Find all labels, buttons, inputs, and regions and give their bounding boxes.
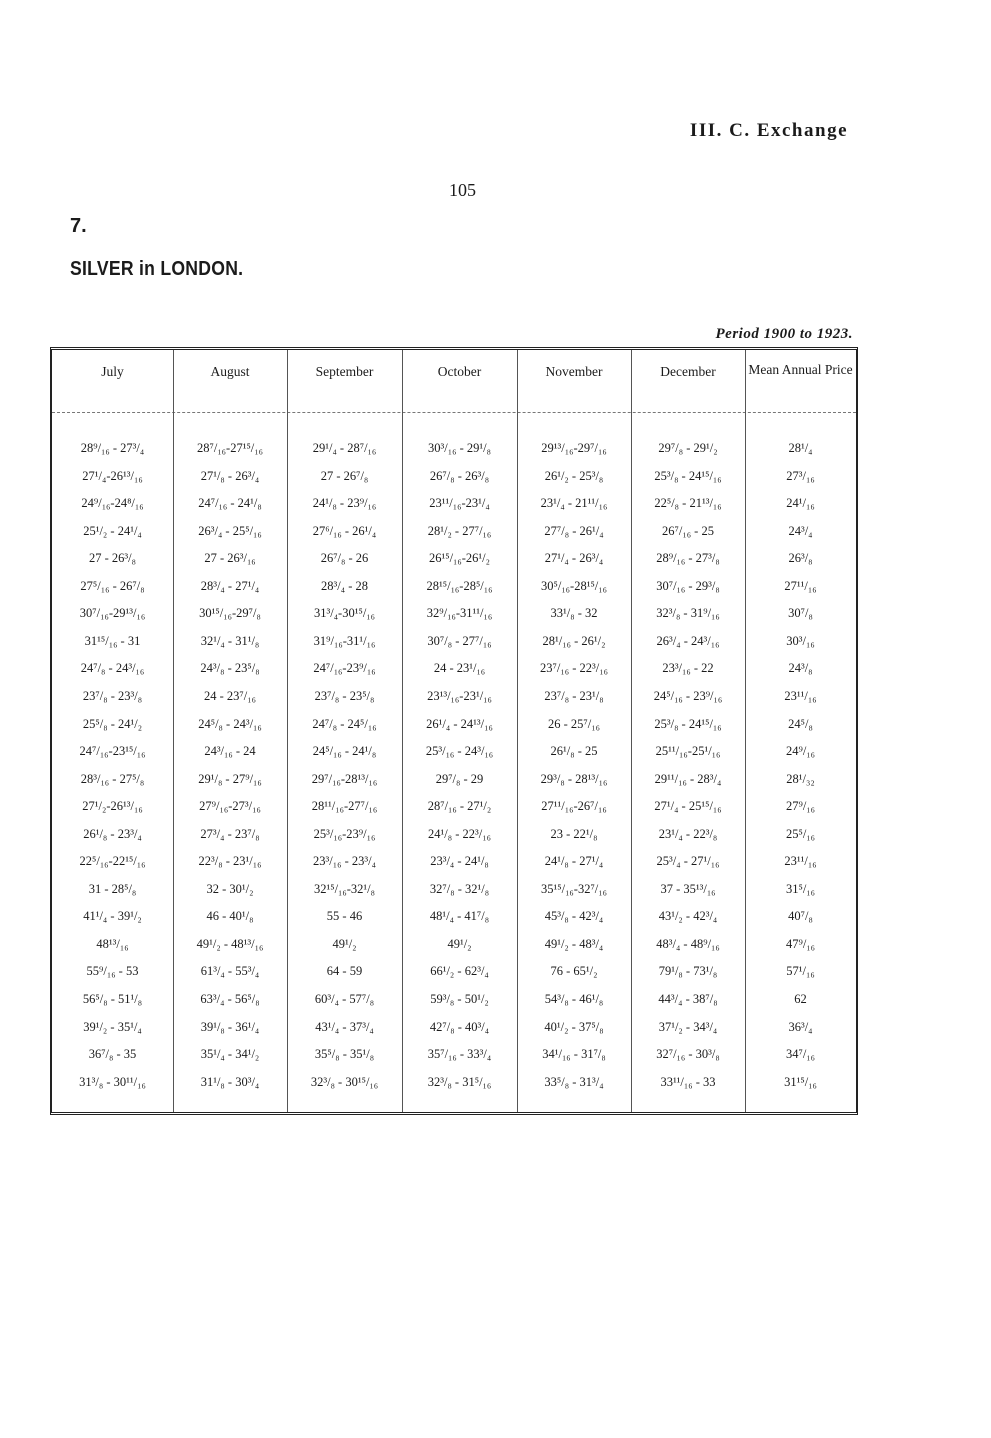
table-cell: 28¹⁵/₁₆-28⁵/₁₆ — [426, 578, 493, 593]
column-divider — [402, 350, 403, 1112]
table-cell: 76 - 65¹/₂ — [550, 964, 598, 979]
table-cell: 31¹/₈ - 30³/₄ — [200, 1074, 260, 1089]
table-cell: 23¹/₄ - 21¹¹/₁₆ — [540, 496, 608, 511]
table-cell: 27³/₄ - 23⁷/₈ — [200, 826, 260, 841]
table-cell: 60³/₄ - 57⁷/₈ — [314, 992, 375, 1006]
table-cell: 37 - 35¹³/₁₆ — [660, 881, 716, 896]
table-cell: 33¹/₈ - 32 — [550, 606, 598, 621]
table-cell: 26³/₄ - 25⁵/₁₆ — [198, 523, 262, 538]
table-cell: 24¹/₈ - 23⁹/₁₆ — [312, 496, 377, 511]
table-cell: 35¹/₄ - 34¹/₂ — [200, 1047, 260, 1062]
table-cell: 24¹/₁₆ — [786, 496, 815, 511]
table-cell: 31³/₄-30¹⁵/₁₆ — [313, 606, 376, 621]
table-cell: 49¹/₂ - 48³/₄ — [544, 936, 604, 951]
table-cell: 27⁷/₈ - 26¹/₄ — [544, 523, 604, 538]
table-cell: 30⁷/₈ — [788, 606, 813, 621]
table-cell: 24⁷/₁₆-23¹⁵/₁₆ — [79, 744, 146, 759]
table-cell: 54³/₈ - 46¹/₈ — [544, 992, 604, 1006]
table-cell: 27 - 26³/₁₆ — [204, 551, 256, 566]
column-header: July — [101, 364, 124, 379]
table-cell: 35⁵/₈ - 35¹/₈ — [314, 1047, 375, 1062]
table-cell: 48¹/₄ - 41⁷/₈ — [429, 909, 490, 924]
table-cell: 26³/₈ — [788, 551, 813, 566]
table-cell: 45³/₈ - 42³/₄ — [544, 909, 604, 924]
table-cell: 24⁹/₁₆ — [785, 744, 816, 759]
table-cell: 24⁹/₁₆-24⁸/₁₆ — [81, 496, 144, 511]
table-cell: 28⁷/₁₆ - 27¹/₂ — [427, 799, 492, 814]
table-cell: 32³/₈ - 30¹⁵/₁₆ — [310, 1074, 379, 1089]
column-header: Mean Annual Price — [748, 362, 853, 377]
table-cell: 34⁷/₁₆ — [785, 1047, 816, 1062]
table-cell: 28³/₁₆ - 27⁵/₈ — [80, 771, 145, 786]
table-cell: 29¹/₄ - 28⁷/₁₆ — [312, 441, 377, 455]
table-cell: 23⁷/₁₆ - 22³/₁₆ — [540, 661, 608, 676]
table-cell: 24⁷/₁₆ - 24¹/₈ — [198, 496, 262, 511]
table-cell: 32³/₈ - 31⁵/₁₆ — [427, 1074, 492, 1089]
table-cell: 23¹¹/₁₆-23¹/₄ — [429, 496, 490, 511]
table-cell: 48³/₄ - 48⁹/₁₆ — [656, 936, 720, 951]
table-cell: 23³/₁₆ - 23³/₄ — [313, 854, 376, 869]
table-cell: 26¹⁵/₁₆-26¹/₂ — [428, 551, 491, 566]
table-cell: 31³/₈ - 30¹¹/₁₆ — [79, 1074, 146, 1089]
column-divider — [631, 350, 632, 1112]
table-cell: 24⁷/₈ - 24⁵/₁₆ — [312, 716, 377, 731]
table-cell: 63³/₄ - 56⁵/₈ — [200, 992, 260, 1006]
table-cell: 24³/₁₆ - 24 — [204, 744, 256, 759]
table-cell: 24¹/₈ - 27¹/₄ — [544, 854, 604, 869]
table-cell: 44³/₄ - 38⁷/₈ — [658, 992, 718, 1006]
table-cell: 27¹¹/₁₆-26⁷/₁₆ — [541, 799, 607, 814]
column-divider — [287, 350, 288, 1112]
table-cell: 29⁷/₈ - 29 — [435, 771, 484, 786]
table-cell: 29⁷/₈ - 29¹/₂ — [658, 441, 718, 455]
table-cell: 32¹⁵/₁₆-32¹/₈ — [313, 881, 376, 896]
table-cell: 30³/₁₆ — [786, 633, 815, 648]
table-cell: 23¹/₄ - 22³/₈ — [658, 826, 718, 841]
table-cell: 28⁷/₁₆-27¹⁵/₁₆ — [196, 441, 263, 455]
table-cell: 31 - 28⁵/₈ — [88, 881, 137, 896]
table-cell: 26³/₄ - 24³/₁₆ — [656, 633, 720, 648]
table-cell: 24⁵/₈ - 24³/₁₆ — [198, 716, 262, 731]
table-cell: 25¹/₂ - 24¹/₄ — [83, 523, 142, 538]
table-cell: 27⁹/₁₆ — [785, 799, 816, 814]
column-header: November — [545, 364, 603, 379]
table-cell: 30⁷/₁₆-29¹³/₁₆ — [79, 606, 146, 621]
table-cell: 49¹/₂ — [332, 936, 357, 951]
section-heading: III. C. Exchange — [689, 120, 848, 141]
table-cell: 24⁵/₈ — [788, 716, 813, 731]
table-cell: 36⁷/₈ - 35 — [88, 1047, 137, 1062]
table-cell: 48¹³/₁₆ — [96, 936, 129, 951]
table-cell: 23³/₁₆ - 22 — [662, 661, 714, 676]
table-cell: 25³/₁₆-23⁹/₁₆ — [313, 826, 376, 841]
table-cell: 49¹/₂ — [447, 936, 472, 951]
column-header: September — [315, 364, 374, 379]
table-cell: 57¹/₁₆ — [786, 964, 815, 979]
table-cell: 40¹/₂ - 37⁵/₈ — [544, 1019, 604, 1034]
table-cell: 27 - 26³/₈ — [89, 551, 136, 566]
table-cell: 27 - 26⁷/₈ — [320, 468, 369, 483]
table-cell: 24⁷/₁₆-23⁹/₁₆ — [313, 661, 376, 676]
table-cell: 39¹/₈ - 36¹/₄ — [200, 1019, 260, 1034]
table-cell: 28⁹/₁₆ - 27³/₈ — [656, 551, 720, 566]
table-cell: 43¹/₄ - 37³/₄ — [315, 1019, 374, 1034]
table-cell: 31¹⁵/₁₆ - 31 — [84, 633, 141, 648]
table-cell: 26⁷/₈ - 26³/₈ — [429, 468, 490, 483]
table-cell: 24³/₈ — [788, 661, 813, 676]
table-cell: 33⁵/₈ - 31³/₄ — [544, 1074, 604, 1089]
table-cell: 25⁵/₈ - 24¹/₂ — [82, 716, 143, 731]
table-cell: 40⁷/₈ — [788, 909, 813, 924]
table-cell: 32¹/₄ - 31¹/₈ — [200, 633, 260, 648]
page-number: 105 — [449, 180, 476, 200]
table-cell: 24⁵/₁₆ - 23⁹/₁₆ — [653, 688, 723, 703]
table-cell: 30⁷/₈ - 27⁷/₁₆ — [427, 633, 492, 648]
table-cell: 30⁵/₁₆-28¹⁵/₁₆ — [540, 578, 607, 593]
table-cell: 23¹¹/₁₆ — [784, 854, 817, 869]
table-cell: 32⁷/₁₆ - 30³/₈ — [656, 1047, 720, 1062]
table-cell: 49¹/₂ - 48¹³/₁₆ — [196, 936, 264, 951]
period-label: Period 1900 to 1923. — [715, 326, 853, 342]
table-cell: 29¹³/₁₆-29⁷/₁₆ — [541, 441, 607, 455]
table-cell: 22³/₈ - 23¹/₁₆ — [198, 854, 262, 869]
table-cell: 36³/₄ — [788, 1019, 813, 1034]
table-cell: 28¹¹/₁₆-27⁷/₁₆ — [311, 799, 378, 814]
table-cell: 29⁷/₁₆-28¹³/₁₆ — [311, 771, 378, 786]
table-cell: 32⁹/₁₆-31¹¹/₁₆ — [426, 606, 493, 621]
table-cell: 79¹/₈ - 73¹/₈ — [658, 964, 718, 979]
table-cell: 33¹¹/₁₆ - 33 — [660, 1074, 716, 1089]
table-number: 7. — [70, 215, 87, 237]
table-cell: 24⁵/₁₆ - 24¹/₈ — [312, 744, 377, 759]
table-cell: 61³/₄ - 55³/₄ — [200, 964, 260, 979]
table-cell: 56⁵/₈ - 51¹/₈ — [82, 992, 143, 1006]
table-cell: 22⁵/₈ - 21¹³/₁₆ — [654, 496, 722, 511]
table-title: SILVER in LONDON. — [70, 258, 244, 280]
table-cell: 28³/₄ - 27¹/₄ — [200, 578, 260, 593]
table-cell: 25³/₄ - 27¹/₁₆ — [656, 854, 720, 869]
table-cell: 28⁹/₁₆ - 27³/₄ — [80, 441, 145, 455]
table-cell: 31⁹/₁₆-31¹/₁₆ — [313, 633, 376, 648]
table-cell: 24⁷/₈ - 24³/₁₆ — [80, 661, 145, 676]
table-cell: 23⁷/₈ - 23⁵/₈ — [314, 688, 375, 703]
table-cell: 23⁷/₈ - 23³/₈ — [82, 688, 143, 703]
table-cell: 24 - 23¹/₁₆ — [433, 661, 486, 676]
table-cell: 28¹/₃₂ — [786, 771, 815, 786]
table-cell: 37¹/₂ - 34³/₄ — [658, 1019, 718, 1034]
table-cell: 25⁵/₁₆ — [785, 826, 816, 841]
table-cell: 23 - 22¹/₈ — [550, 826, 598, 841]
table-cell: 27¹/₂-26¹³/₁₆ — [82, 799, 143, 814]
table-cell: 26⁷/₈ - 26 — [320, 551, 369, 566]
table-cell: 25³/₈ - 24¹⁵/₁₆ — [654, 716, 722, 731]
column-header: October — [437, 364, 482, 379]
table-cell: 66¹/₂ - 62³/₄ — [430, 964, 489, 979]
table-cell: 23¹¹/₁₆ — [784, 688, 817, 703]
table-cell: 25³/₁₆ - 24³/₁₆ — [425, 744, 494, 759]
table-cell: 26¹/₂ - 25³/₈ — [544, 468, 604, 483]
column-header: December — [660, 364, 716, 379]
table-cell: 32³/₈ - 31⁹/₁₆ — [656, 606, 720, 621]
table-cell: 24³/₈ - 23⁵/₈ — [200, 661, 260, 676]
table-cell: 27¹/₄ - 26³/₄ — [544, 551, 604, 566]
table-cell: 32⁷/₈ - 32¹/₈ — [429, 881, 490, 896]
table-cell: 39¹/₂ - 35¹/₄ — [83, 1019, 142, 1034]
table-cell: 31¹⁵/₁₆ — [784, 1074, 817, 1089]
table-cell: 27¹¹/₁₆ — [784, 578, 817, 593]
table-cell: 24 - 23⁷/₁₆ — [204, 688, 256, 703]
column-divider — [745, 350, 746, 1112]
table-cell: 28¹/₁₆ - 26¹/₂ — [542, 633, 606, 648]
table-cell: 26 - 25⁷/₁₆ — [548, 716, 600, 731]
table-cell: 62 — [794, 992, 807, 1006]
table-cell: 24¹/₈ - 22³/₁₆ — [428, 826, 491, 841]
table-cell: 35⁷/₁₆ - 33³/₄ — [427, 1047, 492, 1062]
table-cell: 26¹/₈ - 23³/₄ — [83, 826, 142, 841]
table-cell: 27¹/₄-26¹³/₁₆ — [82, 468, 143, 483]
table-cell: 42⁷/₈ - 40³/₄ — [429, 1019, 490, 1034]
table-cell: 64 - 59 — [326, 964, 363, 979]
table-cell: 26⁷/₁₆ - 25 — [662, 523, 714, 538]
table-cell: 27¹/₄ - 25¹⁵/₁₆ — [654, 799, 722, 814]
table-cell: 30¹⁵/₁₆-29⁷/₈ — [199, 606, 261, 621]
table-cell: 31⁵/₁₆ — [785, 881, 816, 896]
table-cell: 22⁵/₁₆-22¹⁵/₁₆ — [79, 854, 146, 869]
table-cell: 25¹¹/₁₆-25¹/₁₆ — [655, 744, 721, 759]
table-cell: 28³/₄ - 28 — [321, 578, 368, 593]
table-cell: 32 - 30¹/₂ — [206, 881, 254, 896]
table-cell: 46 - 40¹/₈ — [206, 909, 254, 924]
table-cell: 23¹³/₁₆-23¹/₁₆ — [427, 688, 492, 703]
table-cell: 27⁵/₁₆ - 26⁷/₈ — [80, 578, 145, 593]
table-cell: 43¹/₂ - 42³/₄ — [658, 909, 718, 924]
column-divider — [517, 350, 518, 1112]
table-cell: 59³/₈ - 50¹/₂ — [430, 992, 489, 1006]
table-cell: 26¹/₈ - 25 — [550, 744, 598, 759]
table-cell: 23³/₄ - 24¹/₈ — [430, 854, 489, 869]
table-cell: 23⁷/₈ - 23¹/₈ — [544, 688, 604, 703]
table-cell: 55 - 46 — [326, 909, 363, 924]
table-cell: 26¹/₄ - 24¹³/₁₆ — [426, 716, 493, 731]
table-cell: 24³/₄ — [788, 523, 813, 538]
table-cell: 29¹/₈ - 27⁹/₁₆ — [198, 771, 262, 786]
table-cell: 27³/₁₆ — [786, 468, 815, 483]
table-cell: 30⁷/₁₆ - 29³/₈ — [656, 578, 720, 593]
table-cell: 27⁶/₁₆ - 26¹/₄ — [312, 523, 377, 538]
table-cell: 27⁹/₁₆-27³/₁₆ — [199, 799, 261, 814]
table-cell: 27¹/₈ - 26³/₄ — [200, 468, 260, 483]
table-cell: 28¹/₂ - 27⁷/₁₆ — [427, 523, 492, 538]
table-cell: 41¹/₄ - 39¹/₂ — [83, 909, 142, 924]
table-cell: 34¹/₁₆ - 31⁷/₈ — [542, 1047, 606, 1062]
table-cell: 29¹¹/₁₆ - 28³/₄ — [654, 771, 722, 786]
column-divider — [173, 350, 174, 1112]
table-cell: 55⁹/₁₆ - 53 — [86, 964, 139, 979]
table-cell: 47⁹/₁₆ — [785, 936, 816, 951]
column-header: August — [210, 364, 250, 379]
table-cell: 30³/₁₆ - 29¹/₈ — [428, 441, 491, 455]
table-cell: 25³/₈ - 24¹⁵/₁₆ — [654, 468, 722, 483]
table-cell: 28¹/₄ — [788, 441, 813, 455]
silver-price-table — [50, 347, 858, 1115]
table-cell: 29³/₈ - 28¹³/₁₆ — [540, 771, 608, 786]
table-cell: 35¹⁵/₁₆-32⁷/₁₆ — [540, 881, 607, 896]
